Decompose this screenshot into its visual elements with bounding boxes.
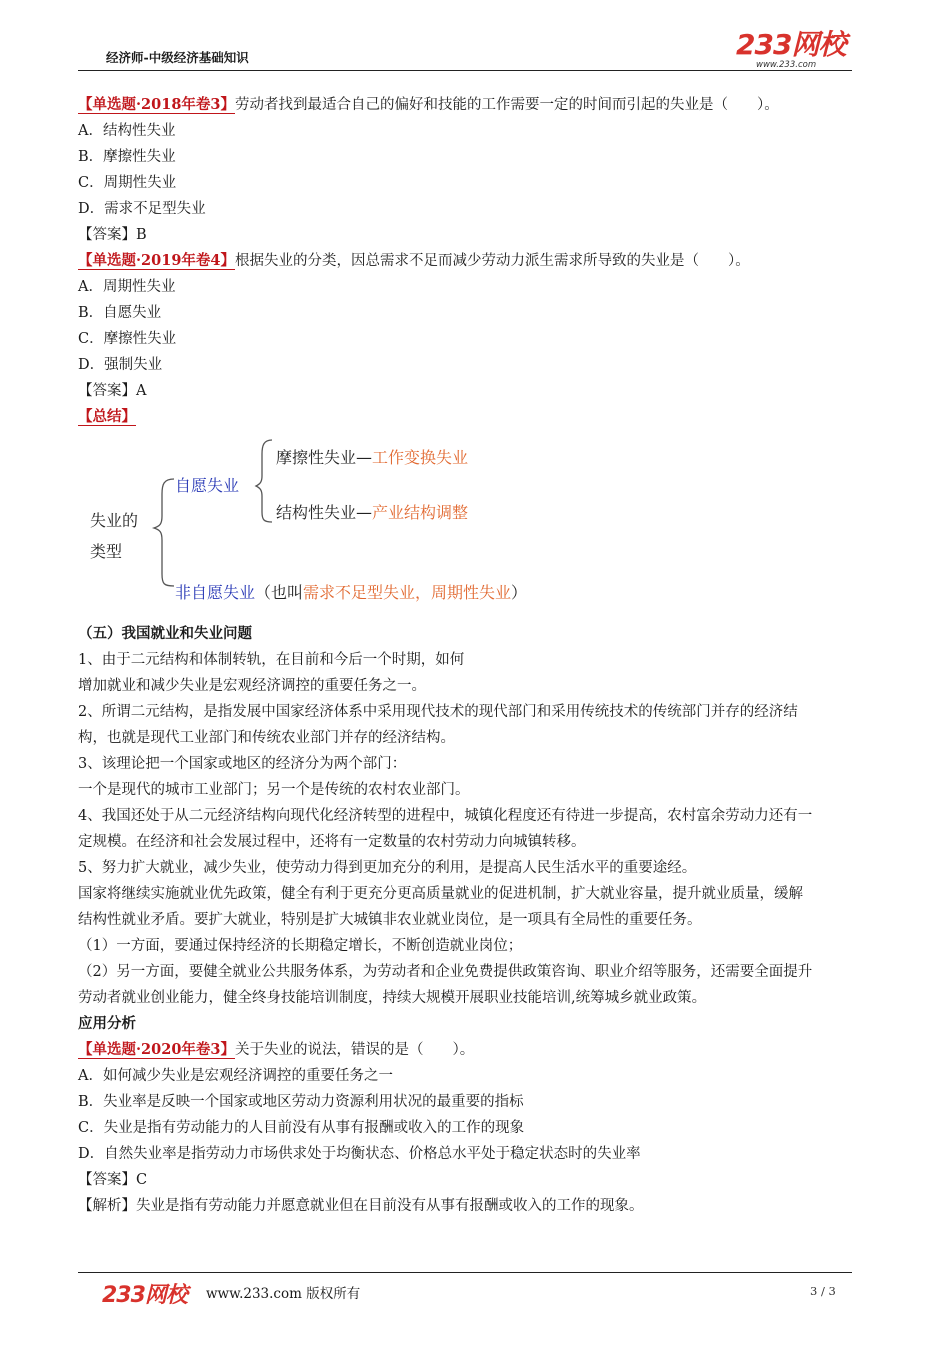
question-2-answer: 【答案】A bbox=[78, 383, 147, 399]
diagram-involuntary-close: ） bbox=[511, 583, 528, 602]
diagram-structural-note: 产业结构调整 bbox=[372, 503, 469, 522]
question-1-tag: 【单选题·2018年卷3】 bbox=[78, 96, 235, 113]
section-p4-line2: 定规模。在经济和社会发展过程中，还将有一定数量的农村劳动力向城镇转移。 bbox=[78, 834, 586, 850]
question-2-text: 根据失业的分类，因总需求不足而减少劳动力派生需求所导致的失业是（ ）。 bbox=[235, 253, 750, 269]
section-p6: （1）一方面，要通过保持经济的长期稳定增长，不断创造就业岗位； bbox=[78, 938, 523, 954]
section-heading: （五）我国就业和失业问题 bbox=[78, 625, 252, 642]
question-2-option-b: B．自愿失业 bbox=[78, 305, 162, 321]
question-3-text: 关于失业的说法，错误的是（ ）。 bbox=[235, 1042, 475, 1058]
diagram-involuntary-open: （也叫 bbox=[255, 583, 304, 602]
diagram-structural: 结构性失业— bbox=[276, 503, 373, 522]
question-3-analysis: 【解析】失业是指有劳动能力并愿意就业但在目前没有从事有报酬或收入的工作的现象。 bbox=[78, 1198, 644, 1214]
section-p1-line1: 1、由于二元结构和体制转轨，在目前和今后一个时期，如何 bbox=[78, 652, 465, 668]
question-2-option-d: D．强制失业 bbox=[78, 357, 163, 373]
section-p7-line2: 劳动者就业创业能力，健全终身技能培训制度，持续大规模开展职业技能培训,统筹城乡就业政策。 bbox=[78, 990, 707, 1006]
question-3-option-c: C．失业是指有劳动能力的人目前没有从事有报酬或收入的工作的现象 bbox=[78, 1120, 525, 1136]
question-3-option-b: B．失业率是反映一个国家或地区劳动力资源利用状况的最重要的指标 bbox=[78, 1094, 524, 1110]
section-p5-line3: 结构性就业矛盾。要扩大就业，特别是扩大城镇非农业就业岗位，是一项具有全局性的重要任务。 bbox=[78, 912, 702, 928]
question-1-option-d: D．需求不足型失业 bbox=[78, 201, 206, 217]
diagram-structural-row bbox=[276, 500, 468, 523]
question-2-tag: 【单选题·2019年卷4】 bbox=[78, 252, 235, 269]
diagram-frictional-note: 工作变换失业 bbox=[372, 448, 469, 467]
logo-main-text: 233网校 bbox=[736, 28, 846, 61]
summary-tag: 【总结】 bbox=[78, 408, 136, 425]
logo-sub-text: www.233.com bbox=[756, 60, 817, 70]
brand-logo bbox=[736, 30, 848, 74]
question-3-stem bbox=[78, 1037, 878, 1063]
question-1-answer: 【答案】B bbox=[78, 227, 147, 243]
question-2-stem bbox=[78, 248, 878, 274]
footer-copyright: www.233.com 版权所有 bbox=[206, 1286, 361, 1302]
section-p5-line1: 5、努力扩大就业，减少失业，使劳动力得到更加充分的利用，是提高人民生活水平的重要途经。 bbox=[78, 860, 697, 876]
section-employment bbox=[78, 621, 878, 1219]
footer-divider bbox=[78, 1272, 852, 1273]
section-p2-line1: 2、所谓二元结构，是指发展中国家经济体系中采用现代技术的现代部门和采用传统技术的传统部门并存的经济结 bbox=[78, 704, 798, 720]
unemployment-types-diagram bbox=[78, 434, 598, 614]
question-1-option-c: C．周期性失业 bbox=[78, 175, 177, 191]
question-1-option-a: A．结构性失业 bbox=[78, 123, 176, 139]
document-header-title: 经济师-中级经济基础知识 bbox=[106, 50, 249, 65]
question-3-option-d: D．自然失业率是指劳动力市场供求处于均衡状态、价格总水平处于稳定状态时的失业率 bbox=[78, 1146, 641, 1162]
diagram-root-line1: 失业的 bbox=[90, 511, 139, 530]
application-heading: 应用分析 bbox=[78, 1015, 136, 1032]
diagram-involuntary-row bbox=[175, 580, 527, 603]
section-p2-line2: 构，也就是现代工业部门和传统农业部门并存的经济结构。 bbox=[78, 730, 455, 746]
question-3-option-a: A．如何减少失业是宏观经济调控的重要任务之一 bbox=[78, 1068, 393, 1084]
section-p5-line2: 国家将继续实施就业优先政策，健全有利于更充分更高质量就业的促进机制，扩大就业容量，提升就业质量，缓解 bbox=[78, 886, 803, 902]
header-divider bbox=[78, 70, 852, 71]
question-2-option-a: A．周期性失业 bbox=[78, 279, 176, 295]
section-p3-line2: 一个是现代的城市工业部门；另一个是传统的农村农业部门。 bbox=[78, 782, 470, 798]
question-block-upper bbox=[78, 92, 878, 430]
summary-heading bbox=[78, 404, 878, 430]
diagram-voluntary: 自愿失业 bbox=[175, 476, 240, 495]
section-p3-line1: 3、该理论把一个国家或地区的经济分为两个部门： bbox=[78, 756, 407, 772]
page-number: 3 / 3 bbox=[810, 1284, 836, 1298]
question-3-answer: 【答案】C bbox=[78, 1172, 148, 1188]
diagram-frictional-row bbox=[276, 445, 468, 468]
question-2-option-c: C．摩擦性失业 bbox=[78, 331, 177, 347]
diagram-involuntary: 非自愿失业 bbox=[175, 583, 256, 602]
section-p4-line1: 4、我国还处于从二元经济结构向现代化经济转型的进程中，城镇化程度还有待进一步提高，农村富余劳动力还有一 bbox=[78, 808, 813, 824]
diagram-frictional: 摩擦性失业— bbox=[276, 448, 373, 467]
diagram-involuntary-note: 需求不足型失业，周期性失业 bbox=[303, 583, 512, 602]
section-p7-line1: （2）另一方面，要健全就业公共服务体系，为劳动者和企业免费提供政策咨询、职业介绍等服务，还需要全面提升 bbox=[78, 964, 813, 980]
footer-logo: 233网校 bbox=[102, 1283, 187, 1308]
section-p1-line2: 增加就业和减少失业是宏观经济调控的重要任务之一。 bbox=[78, 678, 426, 694]
question-1-stem bbox=[78, 92, 878, 118]
diagram-root-line2: 类型 bbox=[90, 542, 123, 561]
question-3-tag: 【单选题·2020年卷3】 bbox=[78, 1041, 235, 1058]
question-1-text: 劳动者找到最适合自己的偏好和技能的工作需要一定的时间而引起的失业是（ ）。 bbox=[235, 97, 779, 113]
question-1-option-b: B．摩擦性失业 bbox=[78, 149, 176, 165]
